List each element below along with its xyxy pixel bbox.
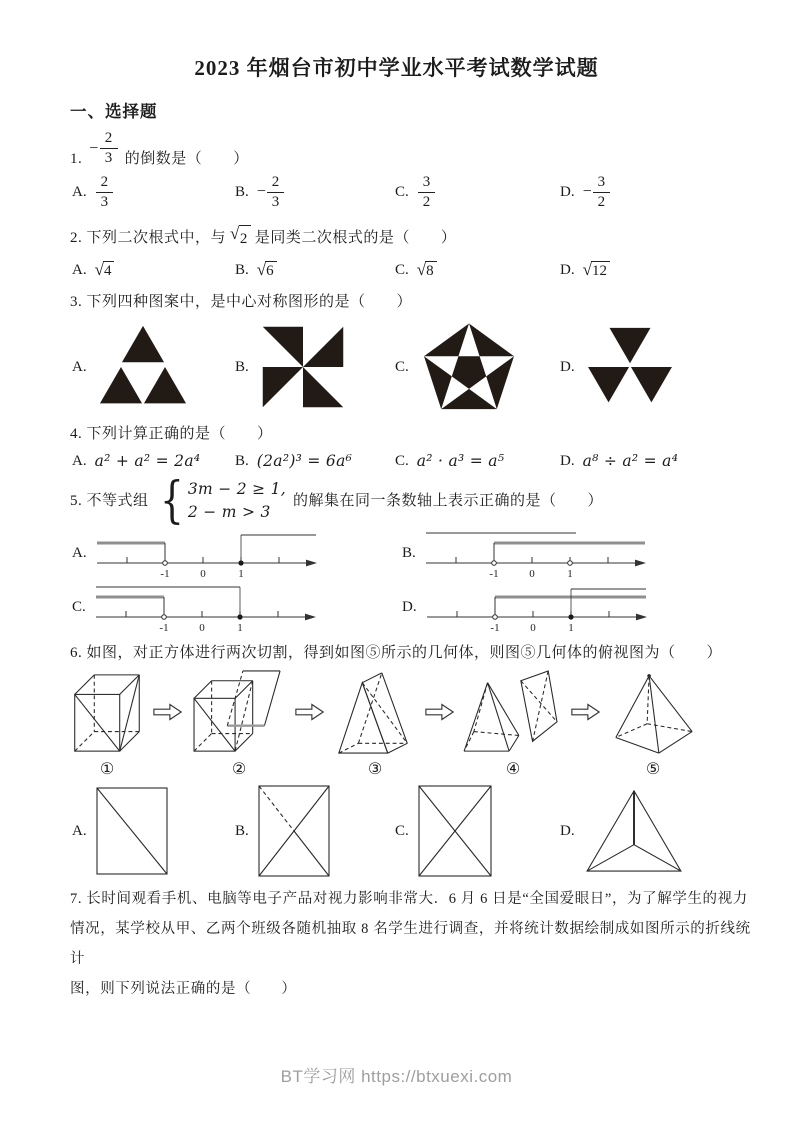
q6-option-a-label: A. bbox=[72, 822, 87, 839]
q6-options bbox=[72, 784, 793, 878]
q2-option-b bbox=[235, 261, 395, 280]
section-heading: 一、选择题 bbox=[70, 102, 158, 121]
q1-option-b-label: B. bbox=[235, 183, 249, 200]
q6-figure-4-two-pyramids bbox=[462, 669, 564, 757]
q5-option-b-number-line bbox=[424, 527, 654, 579]
q7-line-1: 7. 长时间观看手机、电脑等电子产品对视力影响非常大．6 月 6 日是“全国爱眼日”，为了解学生的视力 bbox=[70, 891, 748, 907]
q2-option-d-label: D. bbox=[560, 262, 575, 278]
q4-option-a bbox=[72, 452, 235, 470]
q2-option-a bbox=[72, 261, 235, 280]
q3-option-c bbox=[395, 320, 560, 414]
q5-option-a-number-line bbox=[95, 527, 325, 579]
q5-system-line1: 3m − 2 ≥ 1, bbox=[187, 480, 287, 499]
q2-option-c-label: C. bbox=[395, 262, 409, 278]
svg-text:1: 1 bbox=[237, 622, 243, 633]
radical-sign: √ bbox=[582, 260, 592, 279]
q2-option-b-label: B. bbox=[235, 262, 249, 278]
q4-option-d-label: D. bbox=[560, 452, 575, 469]
q2-stem-after: 是同类二次根式的是（ ） bbox=[254, 230, 457, 246]
q6-figure-2 bbox=[190, 669, 288, 778]
q6-stem: 6. 如图，对正方体进行两次切割，得到如图⑤所示的几何体，则图⑤几何体的俯视图为（ ） bbox=[70, 645, 723, 661]
radical-sign: √ bbox=[94, 260, 104, 279]
right-arrow-icon bbox=[152, 701, 184, 723]
q1-option-c-fraction bbox=[417, 174, 436, 212]
q1-option-b-num: 2 bbox=[267, 174, 285, 193]
q2-option-d-radicand: 12 bbox=[591, 261, 610, 280]
q2-option-a-radical bbox=[95, 261, 115, 280]
system-brace: { bbox=[159, 471, 184, 529]
q6-sequence bbox=[68, 669, 793, 778]
q6-option-b-label: B. bbox=[235, 822, 249, 839]
q6-option-c-label: C. bbox=[395, 822, 409, 839]
q1-option-a-den: 3 bbox=[100, 193, 109, 210]
right-arrow-icon bbox=[424, 701, 456, 723]
q6-figure-5-pyramid bbox=[608, 669, 698, 757]
q4-stem: 4. 下列计算正确的是（ ） bbox=[70, 426, 273, 442]
q2-stem-before: 2. 下列二次根式中，与 bbox=[70, 230, 227, 246]
q3-stem: 3. 下列四种图案中，是中心对称图形的是（ ） bbox=[70, 294, 413, 310]
right-arrow-icon bbox=[294, 701, 326, 723]
q4-option-b-label: B. bbox=[235, 452, 249, 469]
svg-text:-1: -1 bbox=[490, 622, 500, 633]
q5-stem bbox=[70, 471, 751, 529]
q4-option-b bbox=[235, 452, 395, 470]
q6-option-c-figure-square-x bbox=[417, 784, 493, 878]
site-watermark: BT学习网 https://btxuexi.com bbox=[280, 1067, 513, 1086]
q7-line-2: 情况，某学校从甲、乙两个班级各随机抽取 8 名学生进行调查，并将统计数据绘制成如图所示的折线统计 bbox=[70, 921, 751, 967]
q1-frac-denominator: 3 bbox=[104, 150, 113, 167]
q6-figure-3 bbox=[332, 669, 418, 778]
q1-option-d-den: 2 bbox=[597, 193, 606, 210]
q5-option-d-label: D. bbox=[402, 598, 417, 615]
q1-option-b-sign: − bbox=[256, 183, 266, 201]
q3-option-b-figure-pinwheel bbox=[257, 321, 349, 413]
q1-option-b bbox=[235, 174, 395, 212]
q6-figure-5 bbox=[608, 669, 698, 778]
q5-stem-before: 5. 不等式组 bbox=[70, 492, 149, 509]
q6-option-b-figure-square-x-dashed bbox=[257, 784, 331, 878]
q3-option-b bbox=[235, 321, 395, 413]
q1-option-a-num: 2 bbox=[96, 174, 114, 193]
q2-option-c-radicand: 8 bbox=[425, 261, 437, 280]
q1-option-a-label: A. bbox=[72, 183, 87, 200]
q6-figure-2-label: ② bbox=[231, 759, 247, 778]
q1-options bbox=[72, 174, 793, 212]
q6-option-b bbox=[235, 784, 395, 878]
q5-system-line2: 2 − m > 3 bbox=[187, 502, 271, 521]
q3-option-c-figure-pentagon-star bbox=[417, 320, 521, 414]
q5-option-d bbox=[402, 581, 793, 633]
q3-option-d bbox=[560, 326, 793, 408]
q5-option-b-label: B. bbox=[402, 544, 416, 561]
q4-options bbox=[72, 452, 793, 470]
q1-stem-text: 的倒数是（ ） bbox=[124, 150, 249, 167]
q1-option-c-den: 2 bbox=[422, 193, 431, 210]
q3-figures bbox=[72, 320, 793, 414]
q6-figure-3-label: ③ bbox=[367, 759, 383, 778]
q1-number: 1. bbox=[70, 150, 83, 167]
q2-stem-radicand: 2 bbox=[239, 225, 251, 251]
q5-inequality-system bbox=[156, 471, 287, 529]
q2-option-a-radicand: 4 bbox=[103, 261, 115, 280]
q5-option-c-label: C. bbox=[72, 598, 86, 615]
q2-stem bbox=[70, 225, 751, 251]
svg-text:0: 0 bbox=[529, 622, 536, 633]
q2-options bbox=[72, 261, 793, 280]
svg-text:1: 1 bbox=[567, 622, 574, 633]
q6-option-d bbox=[560, 787, 793, 875]
q1-option-a bbox=[72, 174, 235, 212]
svg-text:-1: -1 bbox=[160, 568, 170, 579]
q3-option-d-figure-triangles-down bbox=[583, 326, 677, 408]
q3-option-b-label: B. bbox=[235, 358, 249, 375]
q1-option-a-fraction bbox=[95, 174, 114, 212]
q1-option-d bbox=[560, 174, 793, 212]
q4-option-a-label: A. bbox=[72, 452, 87, 469]
q7-line-3: 图，则下列说法正确的是（ ） bbox=[70, 981, 297, 997]
radical-sign: √ bbox=[256, 260, 267, 279]
q1-option-d-sign: − bbox=[582, 183, 592, 201]
q4-option-c-label: C. bbox=[395, 452, 409, 469]
q4-option-d bbox=[560, 452, 793, 470]
q4-option-d-expression: a⁸ ÷ a² = a⁴ bbox=[582, 452, 679, 470]
q3-option-d-label: D. bbox=[560, 358, 575, 375]
q1-stem-fraction bbox=[89, 130, 118, 168]
svg-text:1: 1 bbox=[237, 568, 244, 579]
svg-text:0: 0 bbox=[529, 568, 535, 579]
q5-option-c-number-line bbox=[94, 581, 324, 633]
q6-figure-2-cube-and-slab bbox=[190, 669, 288, 757]
radical-sign: √ bbox=[416, 260, 427, 279]
q2-stem-radical bbox=[230, 225, 251, 251]
q6-option-d-figure-triangle-center-lines bbox=[583, 787, 685, 875]
q6-figure-1-label: ① bbox=[99, 759, 115, 778]
q3-option-a bbox=[72, 323, 235, 411]
q3-option-a-figure-triangles-up bbox=[95, 323, 191, 411]
q6-option-c bbox=[395, 784, 560, 878]
radical-sign: √ bbox=[230, 224, 240, 243]
q2-option-d-radical bbox=[583, 261, 610, 280]
q4-option-b-expression: (2a²)³ = 6a⁶ bbox=[256, 452, 353, 470]
q2-option-c-radical bbox=[417, 261, 437, 280]
q1-option-b-fraction bbox=[257, 174, 285, 212]
q2-option-d bbox=[560, 261, 793, 280]
q1-option-c-label: C. bbox=[395, 183, 409, 200]
q6-figure-3-triangular-prism bbox=[332, 669, 418, 757]
q6-figure-5-label: ⑤ bbox=[645, 759, 661, 778]
q6-option-d-label: D. bbox=[560, 822, 575, 839]
svg-text:-1: -1 bbox=[159, 622, 169, 633]
q4-option-a-expression: a² + a² = 2a⁴ bbox=[94, 452, 201, 470]
q5-option-a bbox=[72, 527, 402, 579]
q1-option-c-num: 3 bbox=[418, 174, 436, 193]
q3-option-c-label: C. bbox=[395, 358, 409, 375]
q6-figure-1 bbox=[68, 669, 146, 778]
q2-option-b-radicand: 6 bbox=[265, 261, 277, 280]
q1-option-b-den: 3 bbox=[271, 193, 280, 210]
q6-option-a bbox=[72, 786, 235, 876]
q1-option-d-num: 3 bbox=[593, 174, 611, 193]
q6-option-a-figure-square-one-diagonal bbox=[95, 786, 169, 876]
q6-figure-4 bbox=[462, 669, 564, 778]
q1-frac-sign: − bbox=[89, 139, 99, 157]
svg-text:1: 1 bbox=[567, 568, 573, 579]
q4-option-c bbox=[395, 452, 560, 470]
q5-option-c bbox=[72, 581, 402, 633]
q5-option-d-number-line bbox=[425, 581, 655, 633]
svg-text:0: 0 bbox=[199, 568, 206, 579]
q1-option-d-label: D. bbox=[560, 183, 575, 200]
q1-stem bbox=[70, 130, 751, 168]
svg-text:0: 0 bbox=[199, 622, 205, 633]
q6-figure-1-cube-with-cut bbox=[68, 669, 146, 757]
q1-option-c bbox=[395, 174, 560, 212]
q5-options bbox=[72, 527, 793, 633]
q1-option-d-fraction bbox=[583, 174, 611, 212]
page-title: 2023 年烟台市初中学业水平考试数学试题 bbox=[194, 56, 599, 80]
q5-option-a-label: A. bbox=[72, 544, 87, 561]
q3-option-a-label: A. bbox=[72, 358, 87, 375]
right-arrow-icon bbox=[570, 701, 602, 723]
q2-option-b-radical bbox=[257, 261, 277, 280]
q5-option-b bbox=[402, 527, 793, 579]
q2-option-a-label: A. bbox=[72, 262, 87, 278]
q2-option-c bbox=[395, 261, 560, 280]
q4-option-c-expression: a² · a³ = a⁵ bbox=[416, 452, 505, 470]
svg-text:-1: -1 bbox=[489, 568, 499, 579]
q5-stem-after: 的解集在同一条数轴上表示正确的是（ ） bbox=[293, 492, 604, 509]
q1-frac-numerator: 2 bbox=[100, 130, 118, 149]
q6-figure-4-label: ④ bbox=[505, 759, 521, 778]
q7-stem bbox=[70, 884, 751, 1004]
